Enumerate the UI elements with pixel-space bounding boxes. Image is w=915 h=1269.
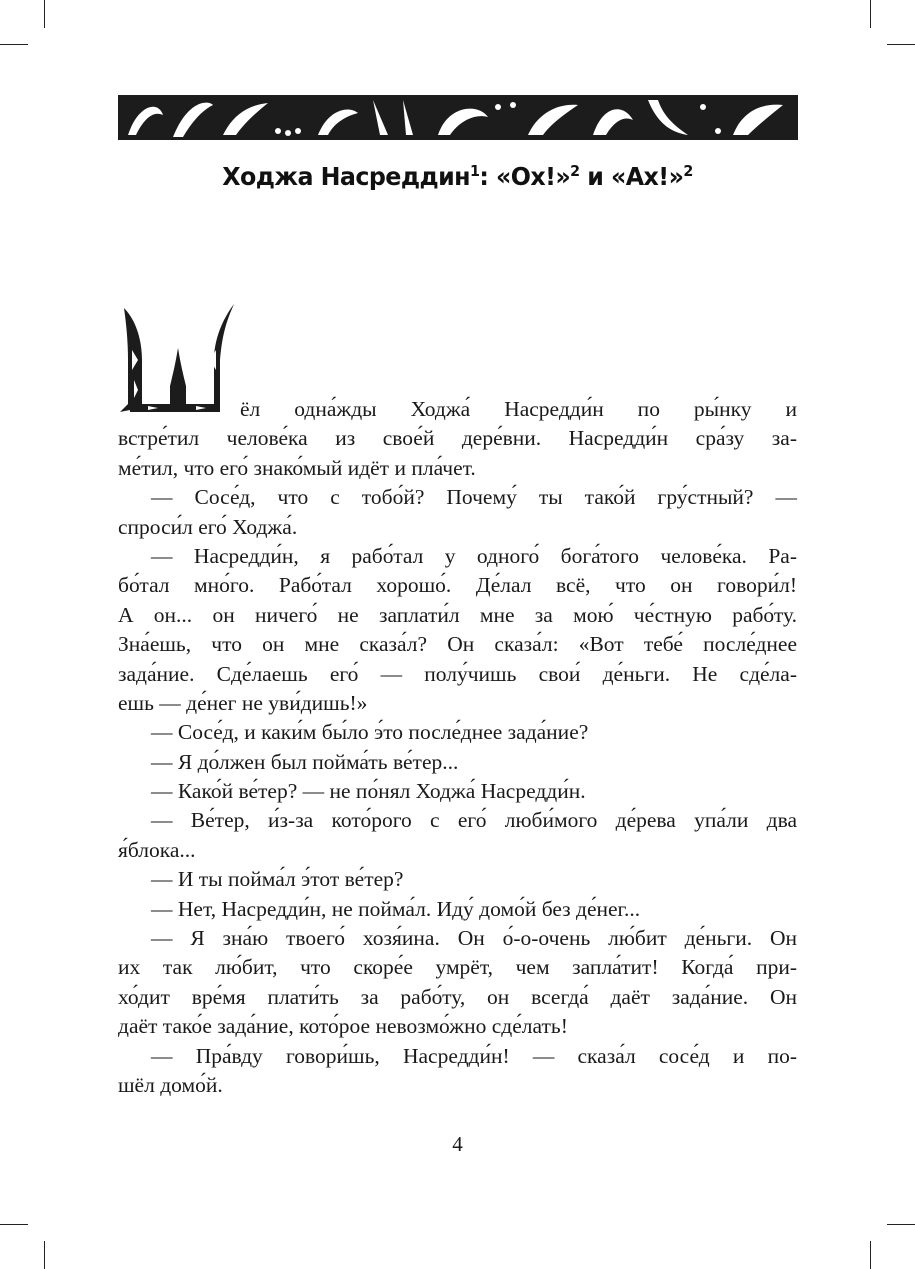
text-line: ешь — де́нег не уви́дишь!» bbox=[118, 690, 368, 715]
footnote-ref[interactable]: 2 bbox=[683, 162, 693, 180]
text-line: — Нет, Насредди́н, не пойма́л. Иду́ домо́й без де́нег... bbox=[151, 896, 641, 921]
footnote-ref[interactable]: 1 bbox=[469, 162, 480, 180]
text-line: Зна́ешь, что он мне сказа́л? Он сказа́л: «Вот тебе́ после́днее bbox=[118, 632, 797, 657]
text-line: даёт тако́е зада́ние, кото́рое невозмо́жно сде́лать! bbox=[118, 1014, 568, 1039]
crop-mark bbox=[0, 44, 28, 45]
chapter-title bbox=[23, 162, 892, 191]
crop-mark bbox=[870, 1241, 871, 1269]
text-line: зада́ние. Сде́лаешь его́ — полу́чишь свои́ де́ньги. Не сде́ла- bbox=[118, 661, 797, 686]
text-line: — Сосе́д, что с тобо́й? Почему́ ты тако́й гру́стный? — bbox=[151, 485, 797, 510]
text-line: — Сосе́д, и каки́м бы́ло э́то после́днее зада́ние? bbox=[151, 720, 589, 745]
text-line: — И ты пойма́л э́тот ве́тер? bbox=[151, 867, 404, 892]
title-text: Ходжа Насреддин bbox=[222, 162, 470, 191]
text-line: — Ве́тер, и́з-за кото́рого с его́ люби́мого де́рева упа́ли два bbox=[151, 808, 797, 833]
text-line: ме́тил, что его́ знако́мый идёт и пла́чет. bbox=[118, 455, 476, 480]
ornament-band bbox=[118, 95, 798, 140]
crop-mark bbox=[0, 1224, 28, 1225]
footnote-ref[interactable]: 2 bbox=[570, 162, 580, 180]
text-line: — Я до́лжен был пойма́ть ве́тер... bbox=[151, 749, 459, 774]
title-text: : «Ох!» bbox=[479, 162, 571, 191]
crop-mark bbox=[44, 0, 45, 28]
text-line: шёл домо́й. bbox=[118, 1072, 223, 1097]
text-line: — Како́й ве́тер? — не по́нял Ходжа́ Насредди́н. bbox=[151, 779, 586, 804]
text-line: я́блока... bbox=[118, 837, 196, 862]
text-line: их так лю́бит, что скоре́е умрёт, чем запла́тит! Когда́ при- bbox=[118, 955, 797, 980]
text-line: встре́тил челове́ка из свое́й дере́вни. Насредди́н сра́зу за- bbox=[118, 426, 797, 451]
text-line: ёл одна́жды Ходжа́ Насредди́н по ры́нку и bbox=[240, 397, 797, 421]
crop-mark bbox=[887, 44, 915, 45]
crop-mark bbox=[870, 0, 871, 28]
title-text: и «Ах!» bbox=[579, 162, 684, 191]
text-line: спроси́л его́ Ходжа́. bbox=[118, 514, 298, 539]
body-text bbox=[118, 395, 797, 1100]
page-number: 4 bbox=[452, 1132, 463, 1156]
crop-mark bbox=[887, 1224, 915, 1225]
text-line: бо́тал мно́го. Рабо́тал хорошо́. Де́лал всё, что он говори́л! bbox=[118, 573, 797, 598]
text-line: хо́дит вре́мя плати́ть за рабо́ту, он всегда́ даёт зада́ние. Он bbox=[118, 984, 797, 1009]
crop-mark bbox=[44, 1241, 45, 1269]
text-line: — Я зна́ю твоего́ хозя́ина. Он о́-о-очень лю́бит де́ньги. Он bbox=[151, 926, 797, 951]
text-line: — Пра́вду говори́шь, Насредди́н! — сказа́л сосе́д и по- bbox=[151, 1043, 797, 1068]
text-line: А он... он ничего́ не заплати́л мне за мою́ че́стную рабо́ту. bbox=[118, 602, 797, 627]
text-line: — Насредди́н, я рабо́тал у одного́ бога́того челове́ка. Ра- bbox=[151, 543, 797, 568]
